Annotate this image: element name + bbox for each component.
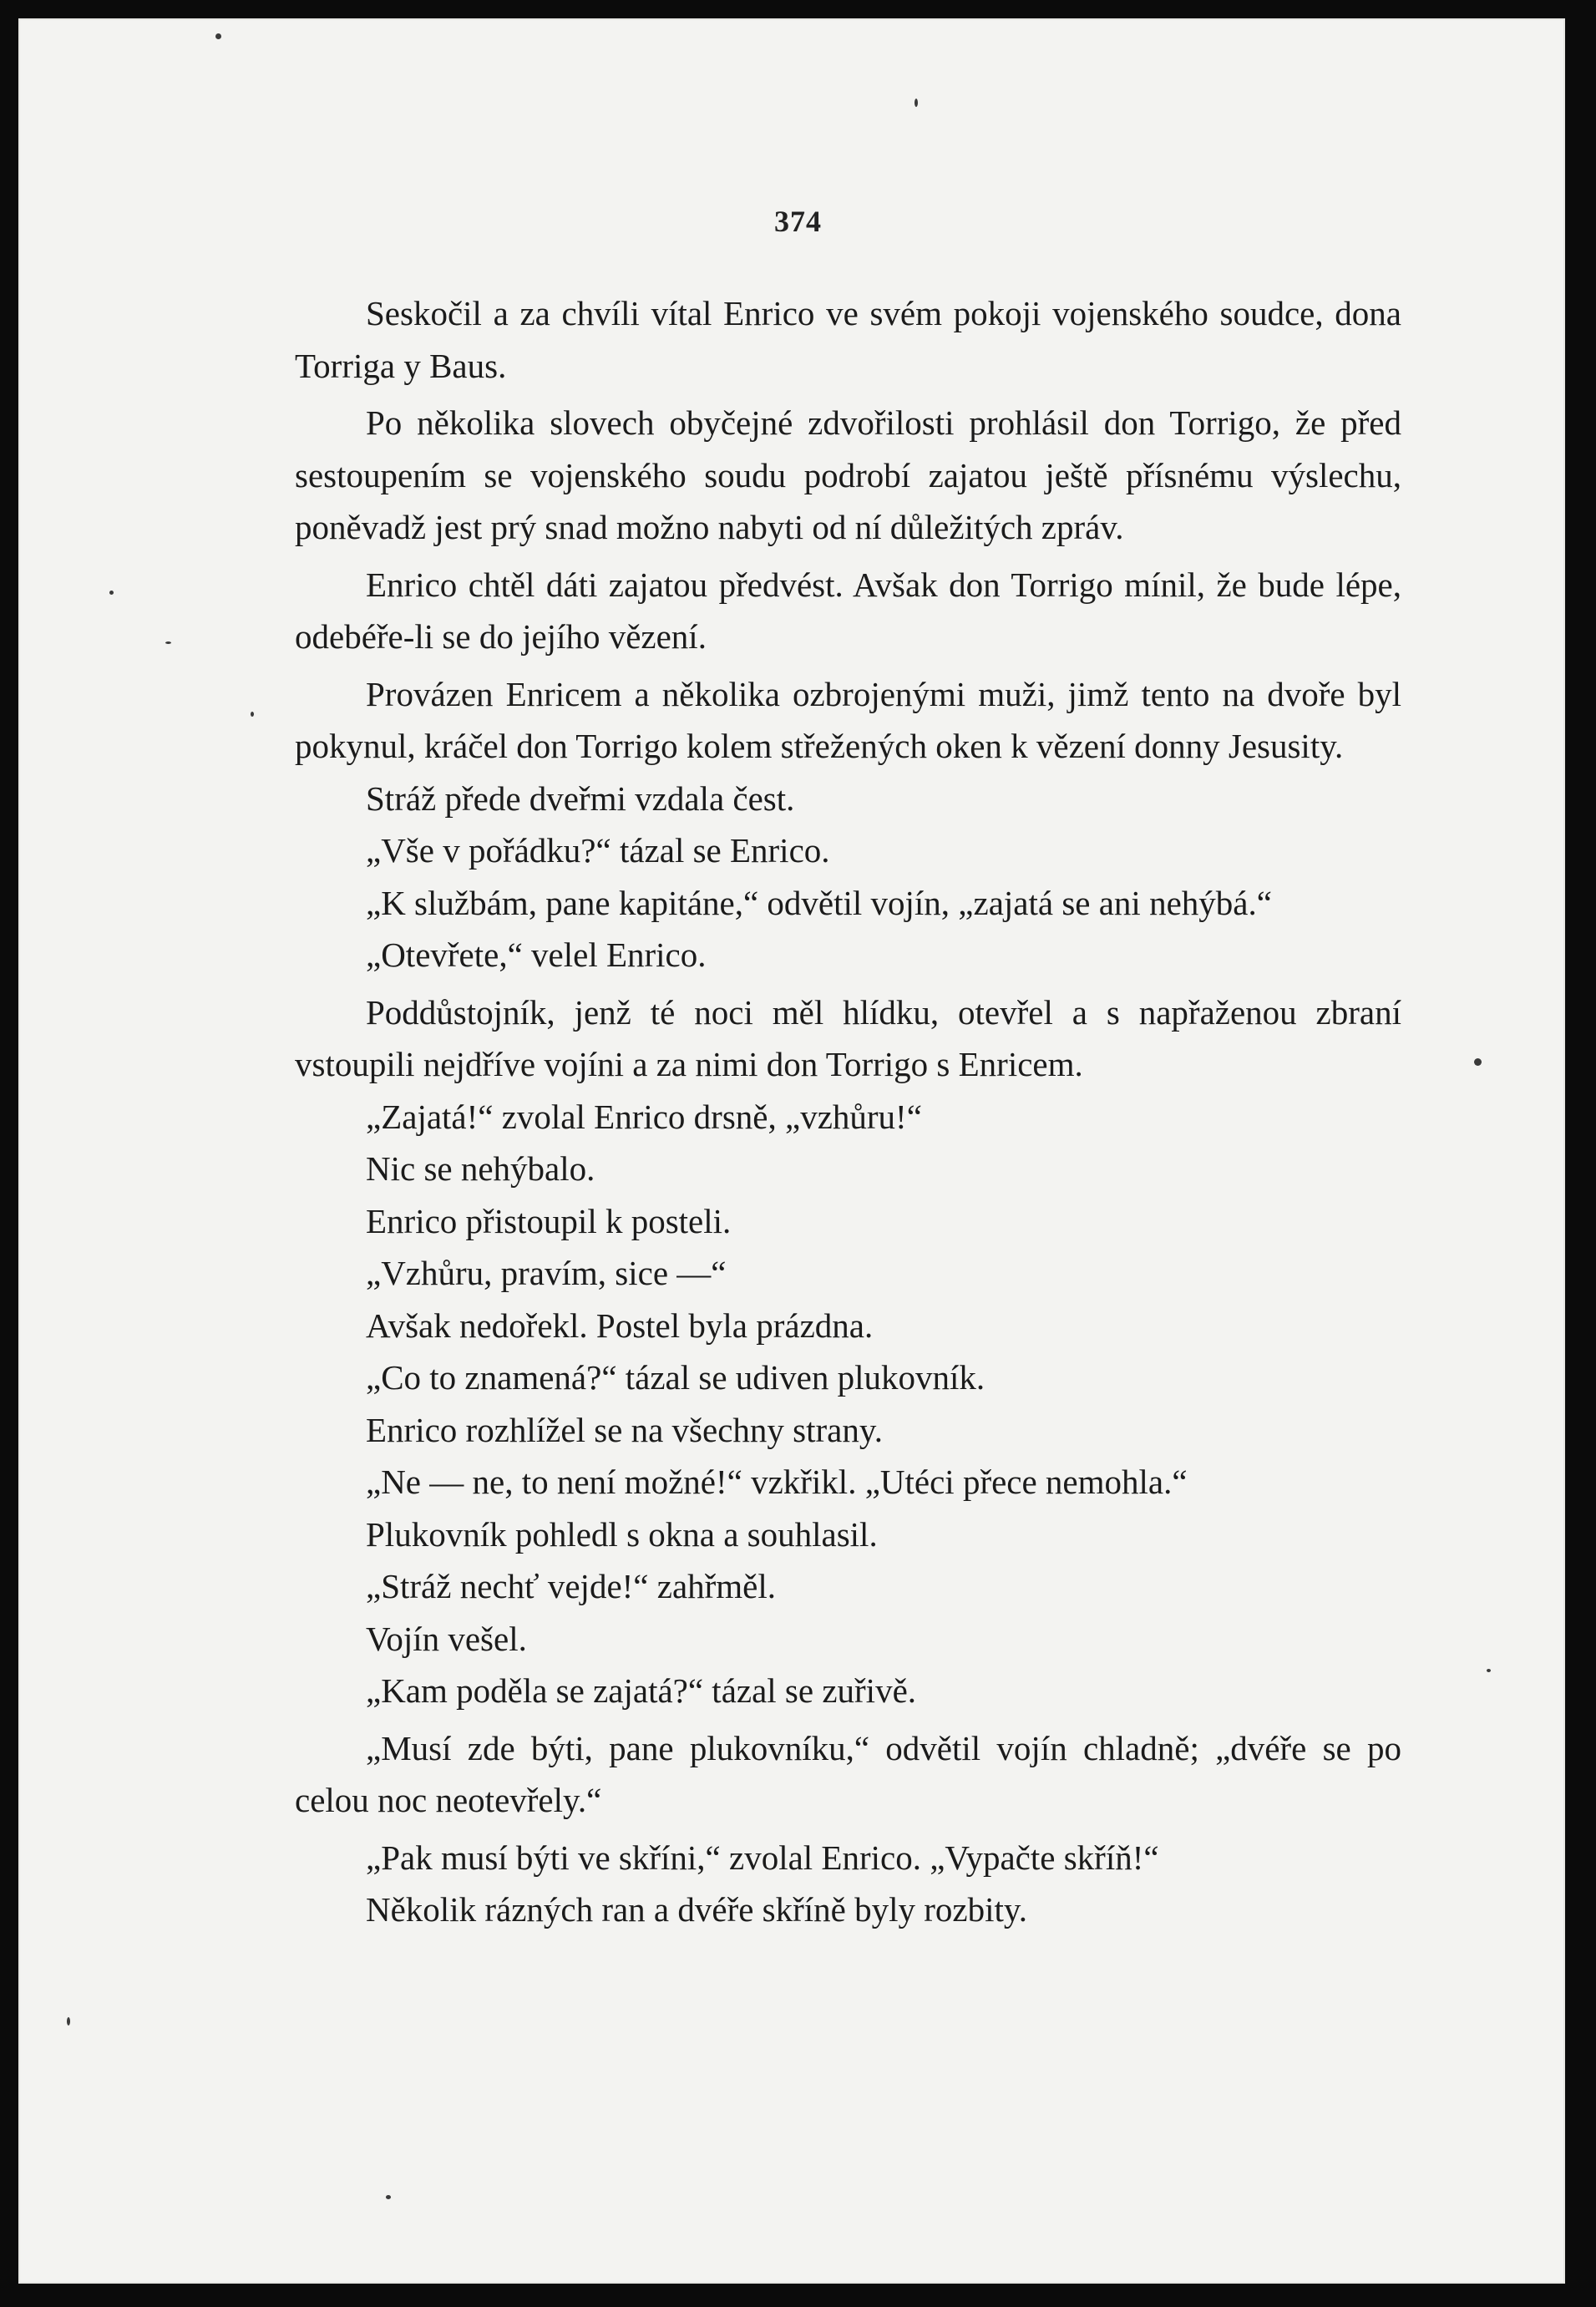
scan-speck — [67, 2017, 70, 2026]
paragraph: „K službám, pane kapitáne,“ odvětil vojín, „zajatá se ani nehýbá.“ — [366, 883, 1272, 922]
scan-speck — [109, 591, 114, 595]
paragraph: „Stráž nechť vejde!“ zahřměl. — [366, 1567, 777, 1605]
scan-speck — [915, 99, 918, 107]
paragraph: Nic se nehýbalo. — [366, 1149, 595, 1188]
scan-speck — [1487, 1669, 1491, 1672]
page-number: 374 — [774, 205, 822, 238]
scan-speck — [165, 641, 171, 644]
paragraph: Několik rázných ran a dvéře skříně byly rozbity. — [366, 1890, 1027, 1929]
paragraph: Enrico přistoupil k posteli. — [366, 1201, 732, 1240]
paragraph: „Otevřete,“ velel Enrico. — [366, 935, 707, 974]
paragraph: „Ne — ne, to není možné!“ vzkřikl. „Utéci přece nemohla.“ — [366, 1463, 1188, 1501]
scan-border-bottom — [0, 2284, 1596, 2307]
paragraph: „Zajatá!“ zvolal Enrico drsně, „vzhůru!“ — [366, 1097, 922, 1136]
scan-speck — [251, 712, 254, 717]
paragraph: Avšak nedořekl. Postel byla prázdna. — [366, 1306, 874, 1345]
body-text — [295, 287, 1401, 1936]
paragraph: Seskočil a za chvíli vítal Enrico ve svém pokoji vojenského soudce, dona Torriga y Baus. — [295, 294, 1401, 385]
paragraph: „Musí zde býti, pane plukovníku,“ odvětil vojín chladně; „dvéře se po celou noc neotevřely.“ — [295, 1728, 1401, 1819]
scan-speck — [215, 33, 221, 39]
paragraph: Poddůstojník, jenž té noci měl hlídku, otevřel a s napřaženou zbraní vstoupili nejdříve vojíni a za nimi don Torrigo s Enricem. — [295, 992, 1401, 1083]
paragraph: Po několika slovech obyčejné zdvořilosti prohlásil don Torrigo, že před sestoupením se vojenského soudu podrobí zajatou ještě přísnému výslechu, poněvadž jest prý snad možno nabyti od ní důležitých zpráv. — [295, 403, 1401, 546]
scan-speck — [386, 2195, 391, 2199]
paragraph: Enrico rozhlížel se na všechny strany. — [366, 1410, 883, 1449]
paragraph: Enrico chtěl dáti zajatou předvést. Avšak don Torrigo mínil, že bude lépe, odebéře-li se do jejího vězení. — [295, 565, 1401, 656]
paragraph: „Pak musí býti ve skříni,“ zvolal Enrico. „Vypačte skříň!“ — [366, 1838, 1159, 1877]
paragraph: Vojín vešel. — [366, 1619, 527, 1658]
paragraph: „Vše v pořádku?“ tázal se Enrico. — [366, 831, 830, 870]
paragraph: Stráž přede dveřmi vzdala čest. — [366, 778, 795, 818]
paragraph: Plukovník pohledl s okna a souhlasil. — [366, 1514, 878, 1554]
paragraph: „Vzhůru, pravím, sice —“ — [366, 1254, 727, 1292]
paragraph: Provázen Enricem a několika ozbrojenými muži, jimž tento na dvoře byl pokynul, kráčel don Torrigo kolem střežených oken k vězení donny Jesusity. — [295, 674, 1401, 765]
paragraph: „Kam poděla se zajatá?“ tázal se zuřivě. — [366, 1671, 917, 1710]
scan-speck — [1474, 1058, 1482, 1066]
scan-border-right — [1565, 0, 1596, 2307]
paragraph: „Co to znamená?“ tázal se udiven plukovník. — [366, 1358, 985, 1397]
